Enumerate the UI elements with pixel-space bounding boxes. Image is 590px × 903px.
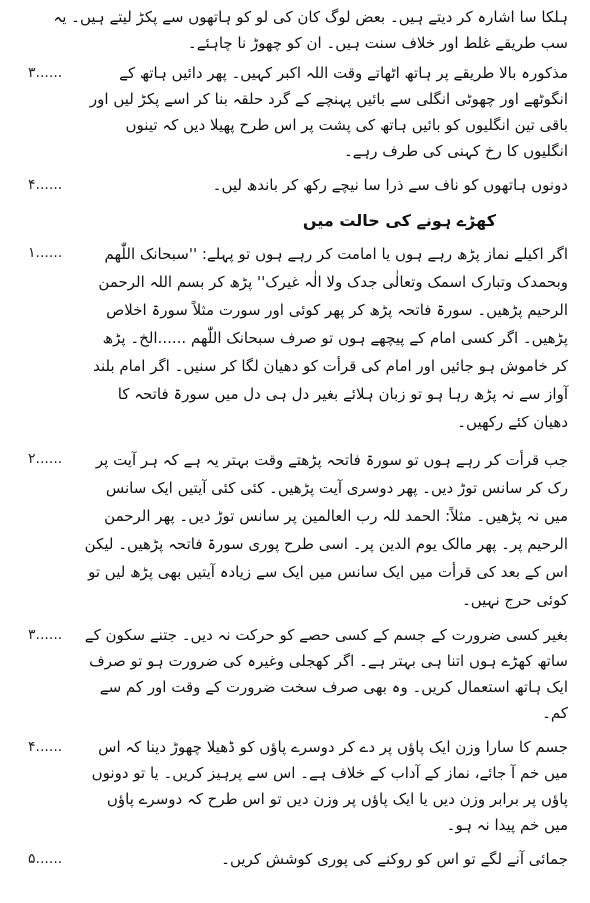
section-heading: کھڑے ہونے کی حالت میں (302, 211, 496, 230)
item-number: ۱...... (28, 245, 63, 261)
list-item (28, 622, 568, 726)
item-text: مذکورہ بالا طریقے پر ہاتھ اٹھاتے وقت اللہ اکبر کہیں۔ پھر دائیں ہاتھ کے انگوٹھے اور چھوٹی انگلی سے بائیں پہنچے کے گرد حلقہ بنا کر اسے پکڑ لیں اور باقی تین انگلیوں کو بائیں ہاتھ کی پشت پر اس طرح پھیلا دیں کہ تینوں انگلیوں کا رخ کہنی کی طرف رہے۔ (89, 64, 568, 160)
item-text: بغیر کسی ضرورت کے جسم کے کسی حصے کو حرکت نہ دیں۔ جتنے سکون کے ساتھ کھڑے ہوں اتنا ہی بہتر ہے۔ اگر کھجلی وغیرہ کی ضرورت ہو تو صرف ایک ہاتھ استعمال کریں۔ وہ بھی صرف سخت ضرورت کے وقت اور کم سے کم۔ (84, 626, 568, 722)
item-number: ۳...... (28, 65, 63, 81)
intro-continuation: ہلکا سا اشارہ کر دیتے ہیں۔ بعض لوگ کان کی لو کو ہاتھوں سے پکڑ لیتے ہیں۔ یہ سب طریقے غلط اور خلاف سنت ہیں۔ ان کو چھوڑ نا چاہئے۔ (53, 8, 568, 52)
list-item (28, 846, 568, 872)
list-item (28, 172, 568, 198)
item-text: دونوں ہاتھوں کو ناف سے ذرا سا نیچے رکھ کر باندھ لیں۔ (212, 176, 568, 194)
item-number: ۵...... (28, 851, 63, 867)
item-number: ۲...... (28, 451, 63, 467)
list-item (28, 60, 568, 164)
item-text: جسم کا سارا وزن ایک پاؤں پر دے کر دوسرے پاؤں کو ڈھیلا چھوڑ دینا کہ اس میں خم آ جائے، نماز کے آداب کے خلاف ہے۔ اس سے پرہیز کریں۔ یا تو دونوں پاؤں پر برابر وزن دیں یا ایک پاؤں پر وزن دیں تو اس طرح کہ دوسرے پاؤں میں خم پیدا نہ ہو۔ (91, 738, 568, 834)
item-text: اگر اکیلے نماز پڑھ رہے ہوں یا امامت کر رہے ہوں تو پہلے: ''سبحانک اللّٰھم وبحمدک وتبارک اسمک وتعالٰی جدک ولا الٰہ غیرک'' پڑھ کر بسم اللہ الرحمن الرحیم پڑھیں۔ سورۃ فاتحہ پڑھ کر پھر کوئی اور سورت مثلاً سورۃ اخلاص پڑھیں۔ اگر کسی امام کے پیچھے ہوں تو صرف سبحانک اللّٰھم ......الخ۔ پڑھ کر خاموش ہو جائیں اور امام کی قرأت کو دھیان لگا کر سنیں۔ اگر امام بلند آواز سے نہ پڑھ رہا ہو تو زبان ہلائے بغیر دل ہی دل میں سورۃ فاتحہ کا دھیان کئے رکھیں۔ (93, 245, 568, 431)
item-number: ۳...... (28, 627, 63, 643)
item-text: جمائی آنے لگے تو اس کو روکنے کی پوری کوشش کریں۔ (221, 850, 568, 868)
item-text: جب قرأت کر رہے ہوں تو سورۃ فاتحہ پڑھتے وقت بہتر یہ ہے کہ ہر آیت پر رک کر سانس توڑ دیں۔ پھر دوسری آیت پڑھیں۔ کئی کئی آیتیں ایک سانس میں نہ پڑھیں۔ مثلاً: الحمد للہ رب العالمین پر سانس توڑ دیں۔ پھر الرحمن الرحیم پر۔ پھر مالک یوم الدین پر۔ اسی طرح پوری سورۃ فاتحہ پڑھیں۔ لیکن اس کے بعد کی قرأت میں ایک سانس میں ایک سے زیادہ آیتیں بھی پڑھ لیں تو کوئی حرج نہیں۔ (84, 451, 568, 609)
item-number: ۴...... (28, 739, 63, 755)
item-number: ۴...... (28, 177, 63, 193)
list-item (28, 240, 568, 436)
list-item (28, 734, 568, 838)
list-item (28, 446, 568, 614)
